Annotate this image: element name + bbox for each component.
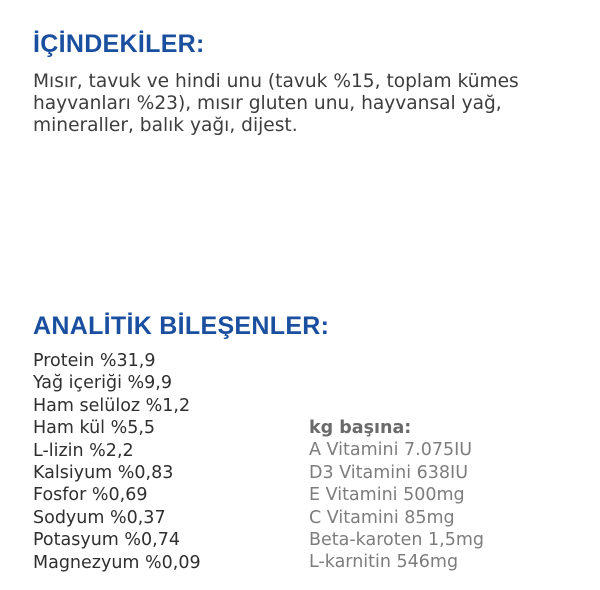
list-item: Fosfor %0,69 <box>33 485 148 506</box>
per-kg-title: kg başına: <box>309 418 412 438</box>
per-kg-vitamins-list <box>309 417 484 574</box>
list-item: L-karnitin 546mg <box>309 552 459 573</box>
list-item: D3 Vitamini 638IU <box>309 462 469 483</box>
list-item: E Vitamini 500mg <box>309 485 465 506</box>
ingredients-heading: İÇİNDEKİLER: <box>33 30 205 58</box>
list-item: Beta-karoten 1,5mg <box>309 530 485 551</box>
list-item: Yağ içeriği %9,9 <box>33 373 172 394</box>
list-item: Ham selüloz %1,2 <box>33 395 191 416</box>
list-item: Magnezyum %0,09 <box>33 552 201 573</box>
analytic-components-heading: ANALİTİK BİLEŞENLER: <box>33 312 330 340</box>
ingredients-text: Mısır, tavuk ve hindi unu (tavuk %15, toplam kümes hayvanları %23), mısır gluten unu, hayvansal yağ, mineraller, balık yağı, dijest. <box>33 71 519 136</box>
list-item: Protein %31,9 <box>33 351 156 371</box>
analytic-components-list <box>33 350 201 574</box>
list-item: L-lizin %2,2 <box>33 440 134 461</box>
list-item: Kalsiyum %0,83 <box>33 463 174 484</box>
list-item: Sodyum %0,37 <box>33 507 166 528</box>
list-item: Potasyum %0,74 <box>33 530 180 551</box>
list-item: A Vitamini 7.075IU <box>309 440 473 461</box>
list-item: C Vitamini 85mg <box>309 507 455 528</box>
list-item: Ham kül %5,5 <box>33 418 156 439</box>
